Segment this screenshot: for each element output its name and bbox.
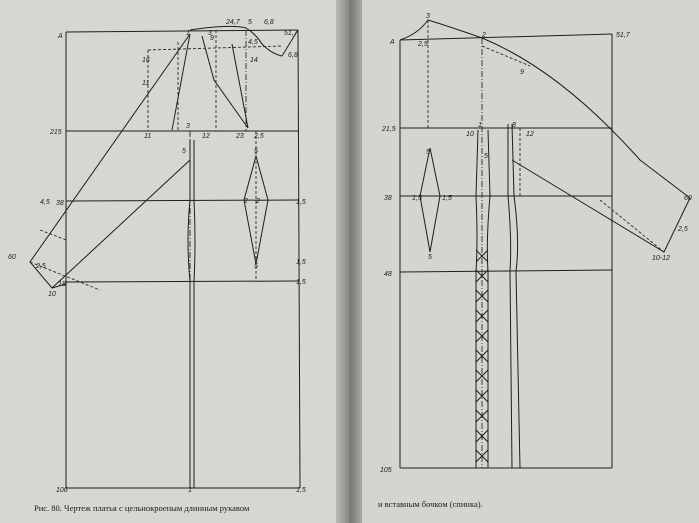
label-dart-2a: 2 bbox=[244, 198, 248, 205]
back-label-dart-15a: 1,5 bbox=[412, 195, 422, 202]
panel-edge-right bbox=[487, 130, 490, 468]
back-label-bottom-105: 105 bbox=[380, 467, 392, 474]
label-top-3: 3 bbox=[208, 30, 212, 37]
label-corner-a: А bbox=[58, 33, 63, 40]
figure-caption-right: и вставным бочком (спинка). bbox=[378, 499, 483, 509]
label-sleeve-45: 4,5 bbox=[40, 199, 50, 206]
back-label-sleeve-25: 2,5 bbox=[678, 226, 688, 233]
back-side-seam bbox=[512, 124, 520, 468]
label-mid-12: 12 bbox=[202, 133, 210, 140]
label-mid-5a: 5 bbox=[182, 148, 186, 155]
label-bottom-15: 1,5 bbox=[296, 487, 306, 494]
back-frame-top-edge bbox=[400, 34, 612, 40]
back-label-level-38: 38 bbox=[384, 195, 392, 202]
label-sleeve-60: 60 bbox=[8, 254, 16, 261]
label-top-16: 16 bbox=[142, 57, 150, 64]
label-top-11: 11 bbox=[142, 80, 150, 87]
back-label-top-2: 2 bbox=[482, 32, 486, 39]
label-top-45: 4,5 bbox=[248, 39, 258, 46]
back-label-level-48: 48 bbox=[384, 271, 392, 278]
back-label-top-9: 9 bbox=[520, 69, 524, 76]
label-dart-5: 5 bbox=[254, 263, 258, 270]
figure-caption-left: Рис. 80. Чертеж платья с цельнокроеным длинным рукавом bbox=[34, 503, 250, 513]
label-top-68a: 6,8 bbox=[264, 19, 274, 26]
back-neckline-curve bbox=[400, 20, 482, 40]
back-label-panel-5: 5 bbox=[484, 153, 488, 160]
label-hip-18: 18 bbox=[58, 281, 66, 288]
label-top-5: 5 bbox=[248, 19, 252, 26]
back-label-mid-8: 8 bbox=[512, 122, 516, 129]
label-right-15b: 1,5 bbox=[296, 259, 306, 266]
label-sleeve-10: 10 bbox=[48, 291, 56, 298]
label-right-15c: 1,5 bbox=[296, 279, 306, 286]
back-label-top-517: 51,7 bbox=[616, 32, 630, 39]
back-label-mid-12: 12 bbox=[526, 131, 534, 138]
back-label-level-215: 21,5 bbox=[382, 126, 396, 133]
label-top-68b: 6,8 bbox=[288, 52, 298, 59]
label-dart-2b: 2 bbox=[256, 198, 260, 205]
back-label-dart-5a: 5 bbox=[426, 149, 430, 156]
back-waist-dart bbox=[420, 148, 440, 252]
label-bottom-1: 1 bbox=[188, 487, 192, 494]
label-top-517: 51,7 bbox=[284, 30, 298, 37]
back-label-dart-5b: 5 bbox=[428, 254, 432, 261]
back-side-seam-2 bbox=[508, 124, 512, 468]
label-mid-25: 2,5 bbox=[254, 133, 264, 140]
label-top-9: 9 bbox=[210, 35, 214, 42]
back-hip-line bbox=[400, 270, 612, 272]
label-mid-23: 23 bbox=[236, 133, 244, 140]
back-label-corner-a: А bbox=[390, 39, 395, 46]
label-mid-5b: 5 bbox=[254, 148, 258, 155]
back-label-top-3: 3 bbox=[426, 13, 430, 20]
back-label-dart-15b: 1,5 bbox=[442, 195, 452, 202]
back-sleeve-outline bbox=[482, 38, 690, 252]
label-right-15a: 1,5 bbox=[296, 199, 306, 206]
panel-edge-left bbox=[476, 130, 478, 468]
back-label-sleeve-1012: 10-12 bbox=[652, 255, 670, 262]
back-label-sleeve-60: 60 bbox=[684, 195, 692, 202]
label-top-14: 14 bbox=[250, 57, 258, 64]
label-level-215: 215 bbox=[50, 129, 62, 136]
back-label-top-25: 2,5 bbox=[418, 41, 428, 48]
label-mid-11: 11 bbox=[144, 133, 152, 140]
label-level-38: 38 bbox=[56, 200, 64, 207]
label-bottom-106: 106 bbox=[56, 487, 68, 494]
label-mid-3: 3 bbox=[186, 123, 190, 130]
label-top-247: 24,7 bbox=[226, 19, 240, 26]
back-label-mid-10: 10 bbox=[466, 131, 474, 138]
label-sleeve-25: 2,5 bbox=[36, 263, 46, 270]
back-cuff-guide bbox=[600, 200, 664, 252]
label-top-1: 1 bbox=[186, 30, 190, 37]
back-label-mid-1: 1 bbox=[478, 122, 482, 129]
